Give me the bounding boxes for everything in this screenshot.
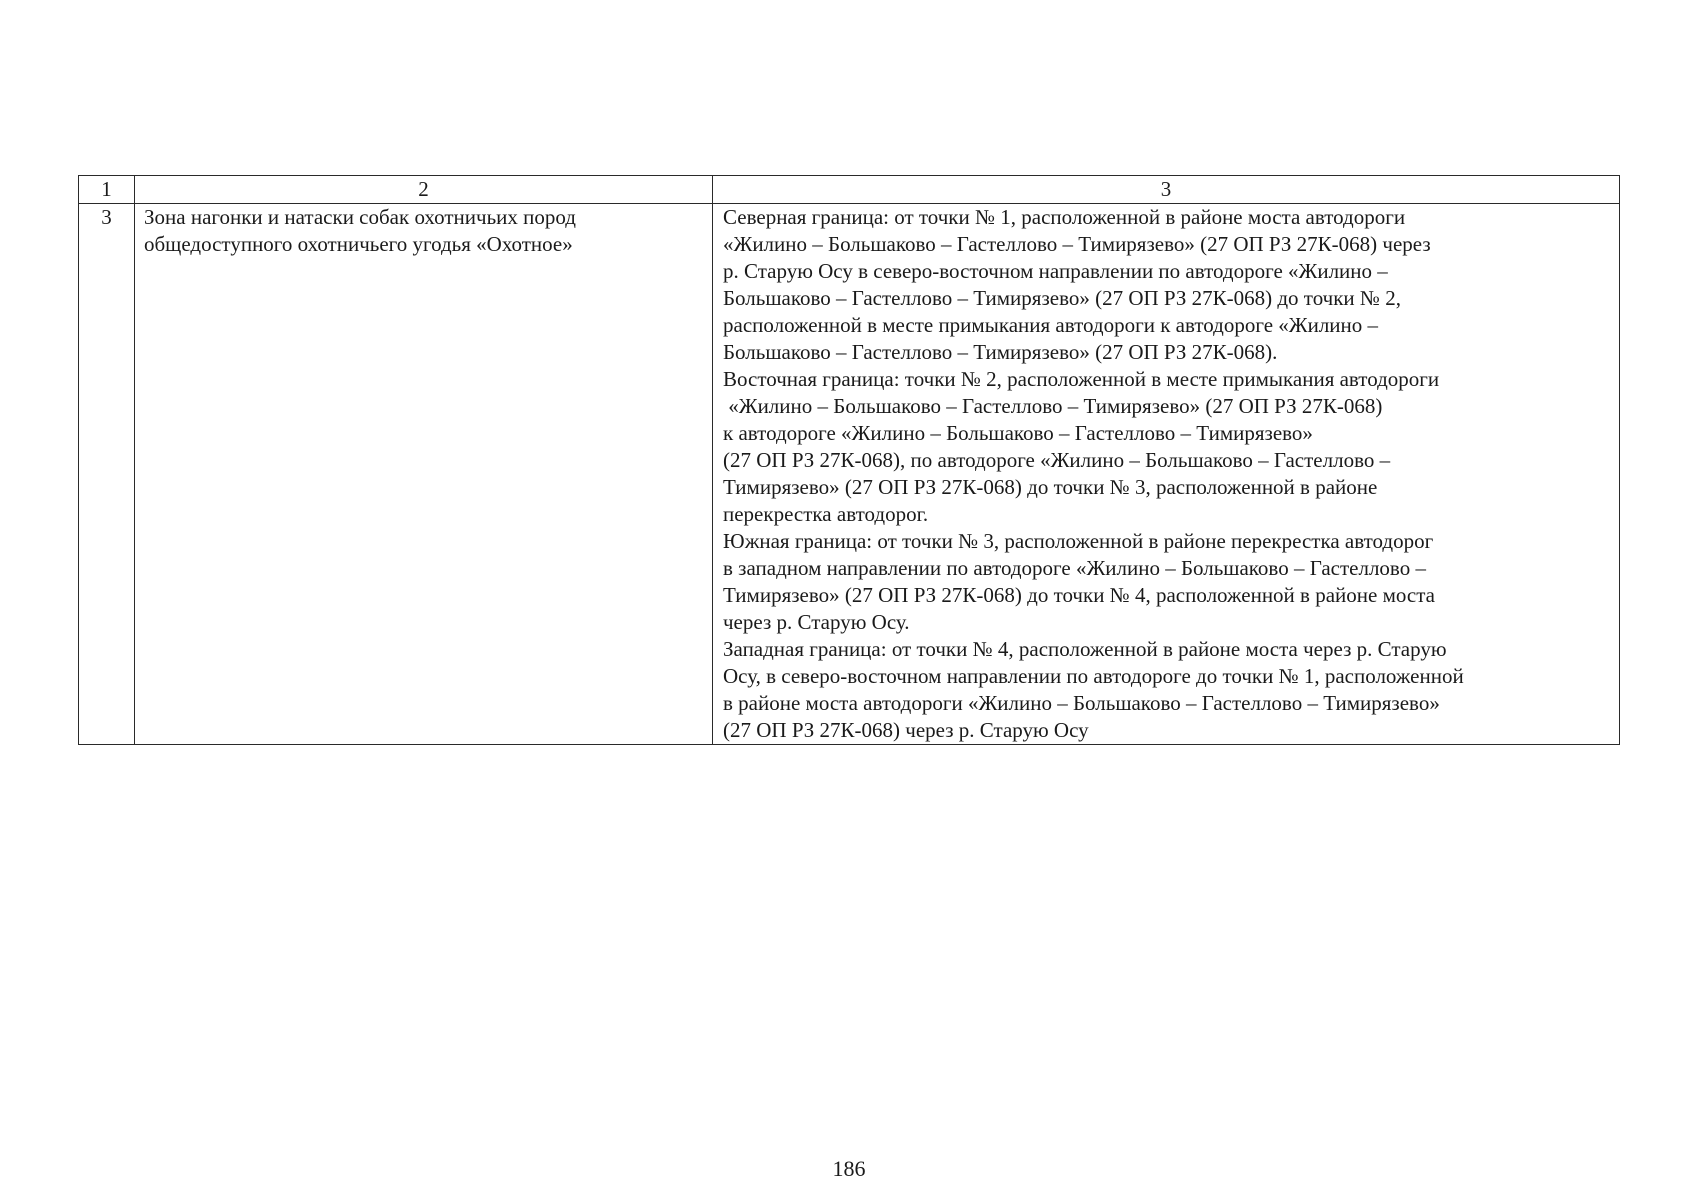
zone-name-line: Зона нагонки и натаски собак охотничьих пород [144, 205, 576, 229]
description-line: (27 ОП РЗ 27К-068) через р. Старую Осу [723, 718, 1089, 742]
header-cell-1: 1 [79, 176, 135, 204]
description-line: Большаково – Гастеллово – Тимирязево» (27 ОП РЗ 27К-068). [723, 340, 1278, 364]
description-line: Северная граница: от точки № 1, расположенной в районе моста автодороги [723, 205, 1406, 229]
description-line: в западном направлении по автодороге «Жилино – Большаково – Гастеллово – [723, 556, 1426, 580]
zone-name-line: общедоступного охотничьего угодья «Охотное» [144, 232, 573, 256]
description-line: в районе моста автодороги «Жилино – Большаково – Гастеллово – Тимирязево» [723, 691, 1440, 715]
description-line: р. Старую Осу в северо-восточном направлении по автодороге «Жилино – [723, 259, 1388, 283]
description-line: Осу, в северо-восточном направлении по автодороге до точки № 1, расположенной [723, 664, 1464, 688]
description-line: Большаково – Гастеллово – Тимирязево» (27 ОП РЗ 27К-068) до точки № 2, [723, 286, 1401, 310]
page-number: 186 [832, 1156, 866, 1181]
description-line: Тимирязево» (27 ОП РЗ 27К-068) до точки № 4, расположенной в районе моста [723, 583, 1435, 607]
row-number-cell: 3 [79, 204, 135, 745]
description-line: Западная граница: от точки № 4, расположенной в районе моста через р. Старую [723, 637, 1447, 661]
boundary-description-cell [713, 204, 1620, 745]
zone-name-cell [135, 204, 713, 745]
description-line: Тимирязево» (27 ОП РЗ 27К-068) до точки № 3, расположенной в районе [723, 475, 1378, 499]
table-header-row [79, 176, 1620, 204]
header-cell-3: 3 [713, 176, 1620, 204]
description-line: через р. Старую Осу. [723, 610, 910, 634]
description-line: расположенной в месте примыкания автодороги к автодороге «Жилино – [723, 313, 1379, 337]
description-line: к автодороге «Жилино – Большаково – Гастеллово – Тимирязево» [723, 421, 1313, 445]
table-row [79, 204, 1620, 745]
description-line: (27 ОП РЗ 27К-068), по автодороге «Жилино – Большаково – Гастеллово – [723, 448, 1391, 472]
boundary-table [78, 175, 1620, 745]
description-line: перекрестка автодорог. [723, 502, 929, 526]
description-line: Восточная граница: точки № 2, расположенной в месте примыкания автодороги [723, 367, 1440, 391]
header-cell-2: 2 [135, 176, 713, 204]
description-line: «Жилино – Большаково – Гастеллово – Тимирязево» (27 ОП РЗ 27К-068) через [723, 232, 1431, 256]
description-line: Южная граница: от точки № 3, расположенной в районе перекрестка автодорог [723, 529, 1434, 553]
description-line: «Жилино – Большаково – Гастеллово – Тимирязево» (27 ОП РЗ 27К-068) [723, 394, 1383, 418]
